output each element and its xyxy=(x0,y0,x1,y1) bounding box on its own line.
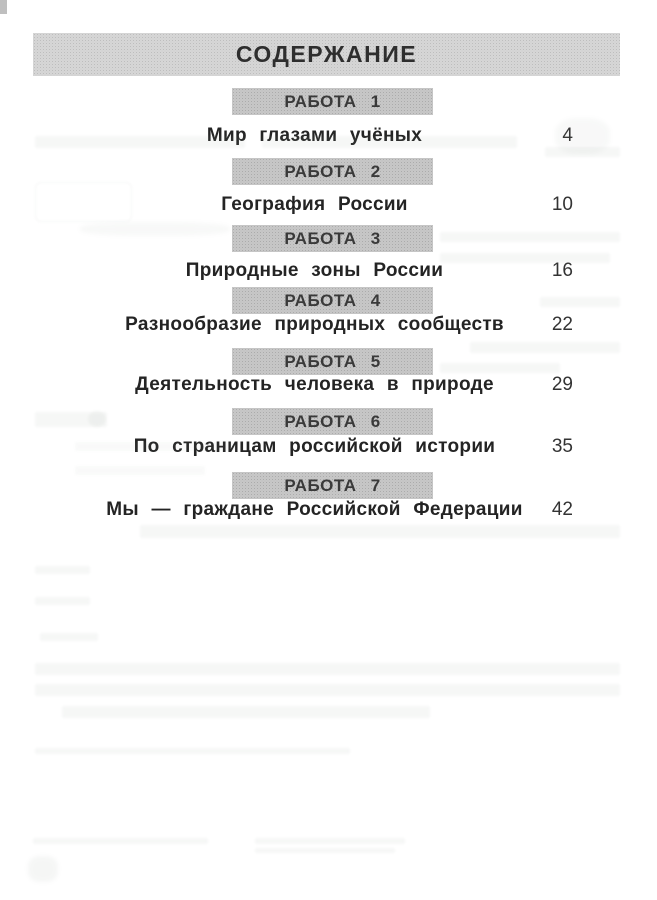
bleed-through-artifact xyxy=(470,342,620,353)
work-header-label: РАБОТА 4 xyxy=(284,290,381,310)
work-header-box xyxy=(232,408,433,435)
scan-speck-artifact xyxy=(0,0,7,14)
work-header-label: РАБОТА 7 xyxy=(284,475,381,495)
bleed-through-artifact xyxy=(35,566,90,574)
bleed-through-artifact xyxy=(40,633,98,641)
work-header-label: РАБОТА 3 xyxy=(284,228,381,248)
toc-entry-title: Мир глазами учёных xyxy=(206,125,423,146)
contents-title-bar xyxy=(33,33,620,76)
bleed-through-artifact xyxy=(75,442,235,451)
toc-entry-title: География России xyxy=(221,194,408,215)
bleed-through-artifact xyxy=(80,222,230,236)
bleed-through-artifact xyxy=(440,363,560,373)
bleed-through-artifact xyxy=(35,182,132,222)
bleed-through-artifact xyxy=(75,466,205,475)
bleed-through-artifact xyxy=(35,136,245,148)
bleed-through-artifact xyxy=(35,748,350,754)
toc-entry-page-number: 4 xyxy=(562,125,573,146)
toc-entry-title: Природные зоны России xyxy=(185,260,444,281)
toc-entry-row xyxy=(0,260,657,282)
toc-entry-page-number: 29 xyxy=(551,374,573,395)
bleed-through-artifact xyxy=(28,856,58,882)
toc-entry-page-number: 22 xyxy=(551,314,573,335)
bleed-through-artifact xyxy=(140,525,620,538)
toc-entry-title: По страницам российской истории xyxy=(133,436,496,457)
work-header-label: РАБОТА 6 xyxy=(284,411,381,431)
toc-entry-page-number: 10 xyxy=(551,194,573,215)
work-header-box xyxy=(232,348,433,375)
toc-entry-page-number: 35 xyxy=(551,436,573,457)
bleed-through-artifact xyxy=(262,136,517,148)
work-header-label: РАБОТА 1 xyxy=(284,91,381,111)
bleed-through-star-artifact xyxy=(88,411,106,427)
toc-entry-row xyxy=(0,499,657,521)
work-header-box xyxy=(232,472,433,499)
toc-entry-title: Деятельность человека в природе xyxy=(135,374,494,395)
toc-entry-page-number: 42 xyxy=(551,499,573,520)
work-header-label: РАБОТА 2 xyxy=(284,161,381,181)
work-header-box xyxy=(232,88,433,115)
work-header-box xyxy=(232,287,433,314)
bleed-through-artifact xyxy=(255,848,395,853)
toc-entry-row xyxy=(0,374,657,396)
work-header-box xyxy=(232,225,433,252)
work-header-label: РАБОТА 5 xyxy=(284,351,381,371)
bleed-through-artifact xyxy=(440,253,610,263)
bleed-through-artifact xyxy=(540,297,620,307)
bleed-through-artifact xyxy=(545,147,620,157)
toc-entry-title: Разнообразие природных сообществ xyxy=(125,314,504,335)
bleed-through-artifact xyxy=(35,663,620,675)
toc-entry-page-number: 16 xyxy=(551,260,573,281)
bleed-through-artifact xyxy=(62,706,430,718)
toc-entry-title: Мы — граждане Российской Федерации xyxy=(106,499,523,520)
bleed-through-artifact xyxy=(35,597,90,605)
toc-entry-row xyxy=(0,314,657,336)
bleed-through-artifact xyxy=(255,838,405,844)
work-header-box xyxy=(232,158,433,185)
bleed-through-artifact xyxy=(35,684,620,696)
bleed-through-artifact xyxy=(440,232,620,242)
bleed-through-artifact xyxy=(33,838,208,844)
page-title: СОДЕРЖАНИЕ xyxy=(235,41,418,67)
